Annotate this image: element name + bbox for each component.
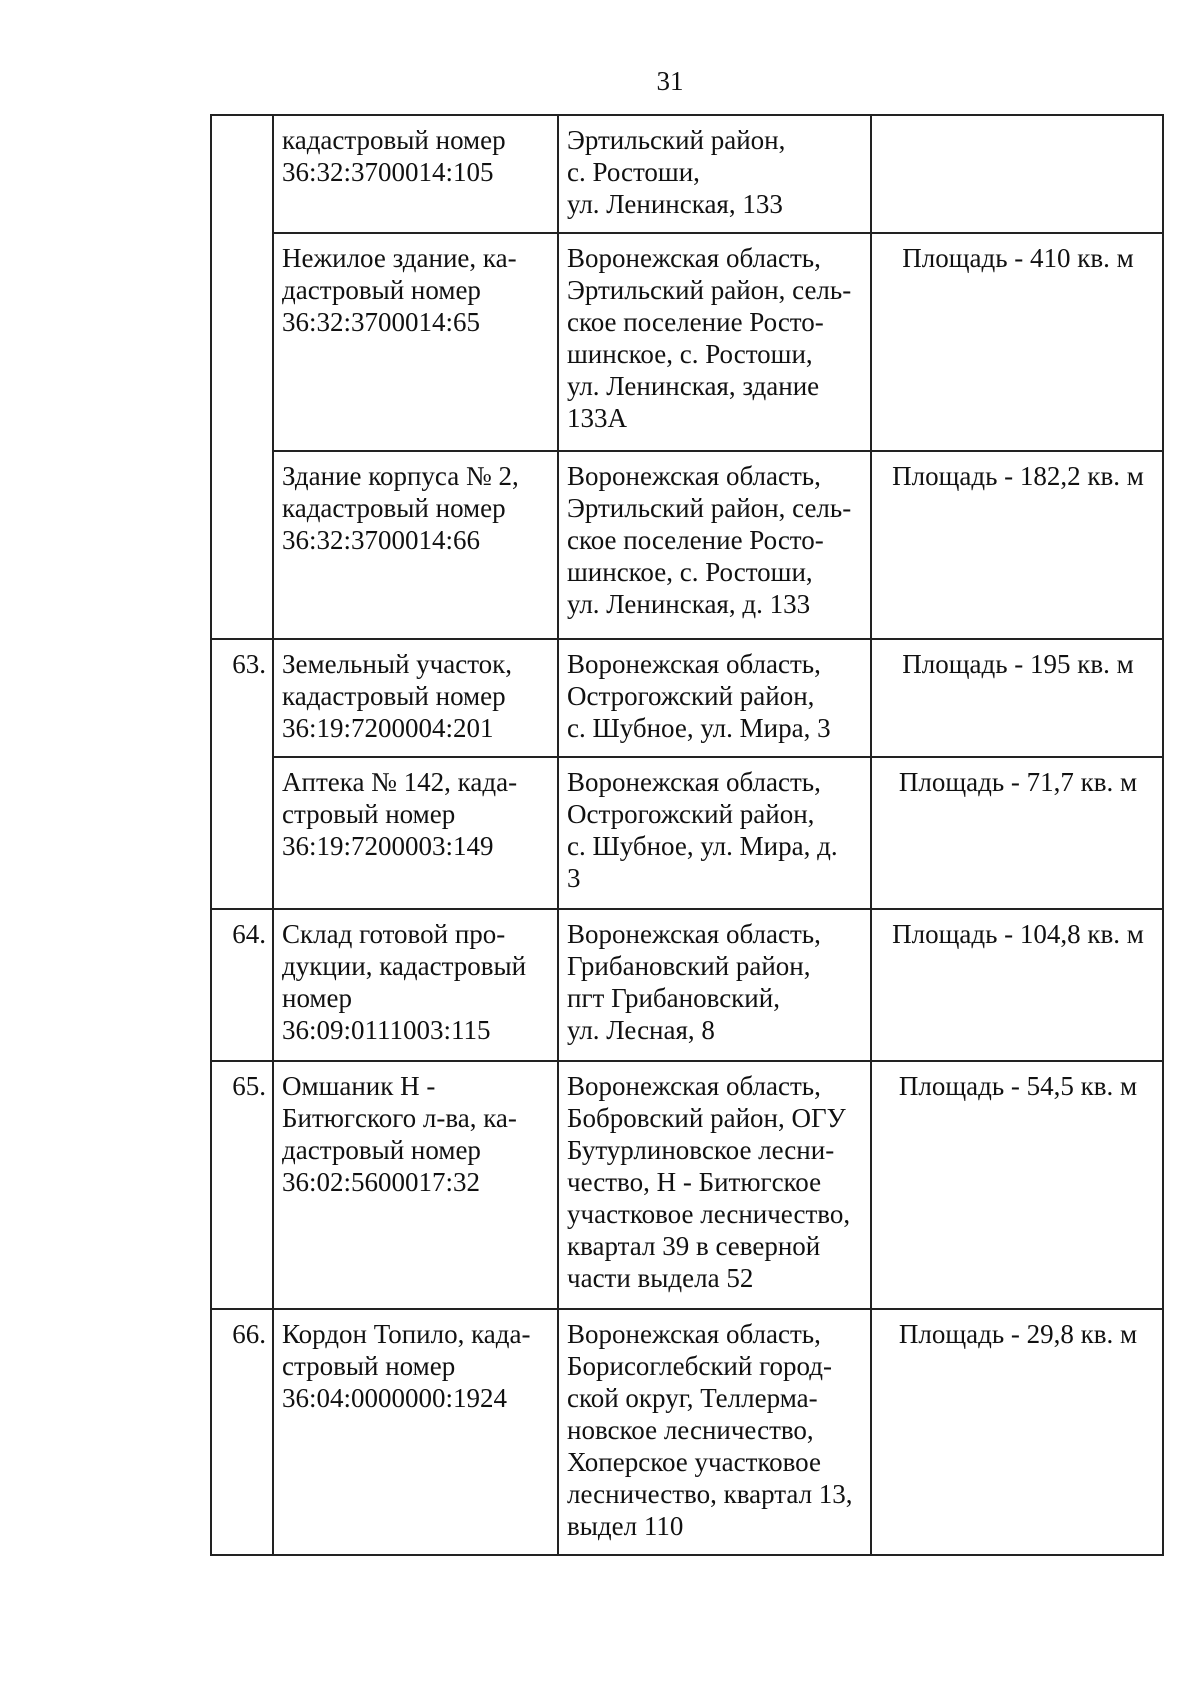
table-row xyxy=(211,639,1163,757)
object-cell: Здание корпуса № 2, кадастровый номер 36:32:3700014:66 xyxy=(273,451,558,639)
table-row xyxy=(211,451,1163,639)
area-cell: Площадь - 410 кв. м xyxy=(871,233,1163,451)
address-cell: Эртильский район, с. Ростоши, ул. Ленинская, 133 xyxy=(558,115,871,233)
address-cell: Воронежская область, Грибановский район, пгт Грибановский, ул. Лесная, 8 xyxy=(558,909,871,1061)
table-row xyxy=(211,1309,1163,1555)
address-cell: Воронежская область, Бобровский район, ОГУ Бутурлиновское лесни- чество, Н - Битюгское участковое лесничество, квартал 39 в северной части выдела 52 xyxy=(558,1061,871,1309)
page-number: 31 xyxy=(656,66,684,96)
table-row xyxy=(211,1061,1163,1309)
row-number-cell: 65. xyxy=(211,1061,273,1309)
area-cell: Площадь - 182,2 кв. м xyxy=(871,451,1163,639)
property-table xyxy=(210,114,1164,1556)
address-cell: Воронежская область, Эртильский район, сель- ское поселение Росто- шинское, с. Ростоши, ул. Ленинская, д. 133 xyxy=(558,451,871,639)
table-row xyxy=(211,757,1163,909)
area-cell: Площадь - 195 кв. м xyxy=(871,639,1163,757)
table-row xyxy=(211,233,1163,451)
object-cell: Нежилое здание, ка- дастровый номер 36:32:3700014:65 xyxy=(273,233,558,451)
object-cell: кадастровый номер 36:32:3700014:105 xyxy=(273,115,558,233)
area-cell: Площадь - 54,5 кв. м xyxy=(871,1061,1163,1309)
area-cell: Площадь - 71,7 кв. м xyxy=(871,757,1163,909)
row-number-cell: 64. xyxy=(211,909,273,1061)
row-number-cell: 63. xyxy=(211,639,273,909)
object-cell: Аптека № 142, када- стровый номер 36:19:7200003:149 xyxy=(273,757,558,909)
object-cell: Омшаник Н - Битюгского л-ва, ка- дастровый номер 36:02:5600017:32 xyxy=(273,1061,558,1309)
row-number-cell xyxy=(211,115,273,639)
row-number-cell: 66. xyxy=(211,1309,273,1555)
object-cell: Кордон Топило, када- стровый номер 36:04:0000000:1924 xyxy=(273,1309,558,1555)
object-cell: Склад готовой про- дукции, кадастровый номер 36:09:0111003:115 xyxy=(273,909,558,1061)
address-cell: Воронежская область, Острогожский район, с. Шубное, ул. Мира, д. 3 xyxy=(558,757,871,909)
table-row xyxy=(211,909,1163,1061)
table-row xyxy=(211,115,1163,233)
area-cell: Площадь - 29,8 кв. м xyxy=(871,1309,1163,1555)
address-cell: Воронежская область, Борисоглебский город- ской округ, Теллерма- новское лесничество, Хоперское участковое лесничество, квартал 13, выдел 110 xyxy=(558,1309,871,1555)
object-cell: Земельный участок, кадастровый номер 36:19:7200004:201 xyxy=(273,639,558,757)
area-cell xyxy=(871,115,1163,233)
area-cell: Площадь - 104,8 кв. м xyxy=(871,909,1163,1061)
address-cell: Воронежская область, Эртильский район, сель- ское поселение Росто- шинское, с. Ростоши, ул. Ленинская, здание 133А xyxy=(558,233,871,451)
address-cell: Воронежская область, Острогожский район, с. Шубное, ул. Мира, 3 xyxy=(558,639,871,757)
